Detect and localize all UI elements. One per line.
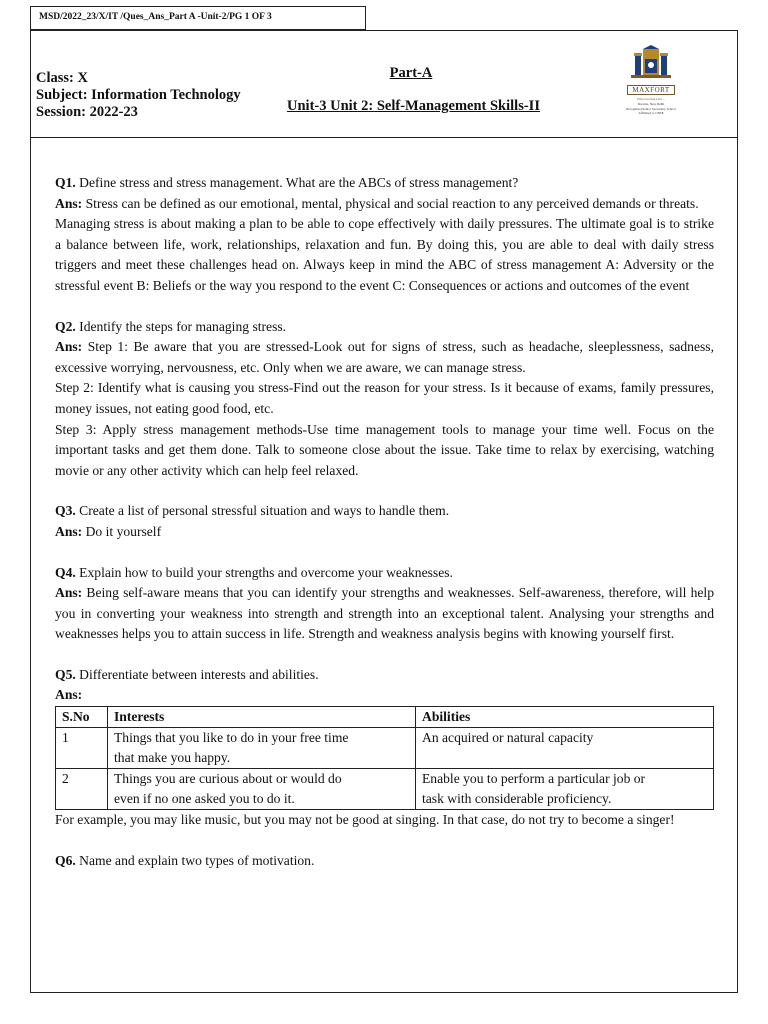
q2-question: Q2. Identify the steps for managing stress. <box>55 318 287 334</box>
q2-answer: Ans: Step 1: Be aware that you are stressed-Look out for signs of stress, such as headache, sleeplessness, sadness, excessive worrying, nervousness, etc. Only when we are aware, we can manage stress. <box>55 339 714 375</box>
q3-label: Q3. <box>55 503 76 519</box>
table-header-abilities: Abilities <box>416 707 714 728</box>
subject-line: Subject: Information Technology <box>36 87 241 103</box>
table-cell-ability: Enable you to perform a particular job or task with considerable proficiency. <box>416 769 714 810</box>
logo-tagline: Empowering Life... <box>637 97 665 101</box>
table-cell-ability: An acquired or natural capacity <box>416 728 714 769</box>
table-row <box>56 728 714 769</box>
class-line: Class: X <box>36 70 88 86</box>
q2-step3: Step 3: Apply stress management methods-Use time management tools to manage your time well. Focus on the important tasks and get them done. Talk to someone close about the issue. Take time to relax by exercising, watching movie or any other activity which can help feel relaxed. <box>55 421 714 478</box>
logo-name: MAXFORT <box>627 85 674 95</box>
q2-ans-label: Ans: <box>55 339 83 355</box>
logo-school-type: Recognised Senior Secondary School <box>626 106 676 111</box>
q3-answer: Ans: Do it yourself <box>55 523 162 539</box>
unit-title: Unit-3 Unit 2: Self-Management Skills-II <box>287 98 540 114</box>
table-cell-interest: Things you are curious about or would do even if no one asked you to do it. <box>108 769 416 810</box>
q4-answer: Ans: Being self-aware means that you can identify your strengths and weaknesses. Self-awareness, therefore, will help you in converting your weakness into strength and strength into an exceptional talent. Analysing your strengths and weaknesses helps you to attain success in life. Strength and weakness analysis begins with knowing yourself first. <box>55 585 714 642</box>
q1-label: Q1. <box>55 175 76 190</box>
q3-question: Q3. Create a list of personal stressful situation and ways to handle them. <box>55 503 450 519</box>
table-header-row <box>56 707 714 728</box>
table-header-interests: Interests <box>108 707 416 728</box>
castle-crest-icon <box>631 45 671 79</box>
q3-ans-label: Ans: <box>55 523 83 539</box>
q5-ans-label: Ans: <box>55 687 83 703</box>
q1-question: Q1. Define stress and stress management. What are the ABCs of stress management? <box>55 175 519 190</box>
q5-example: For example, you may like music, but you may not be good at singing. In that case, do not try to become a singer! <box>55 812 675 828</box>
table-header-sno: S.No <box>56 707 108 728</box>
q4-question: Q4. Explain how to build your strengths and overcome your weaknesses. <box>55 564 453 580</box>
table-cell-sno: 2 <box>56 769 108 810</box>
questions-content <box>55 173 714 871</box>
logo-affiliation: Affiliated to CBSE <box>638 111 664 115</box>
part-title: Part-A <box>389 65 433 81</box>
table-cell-sno: 1 <box>56 728 108 769</box>
q6-question: Q6. Name and explain two types of motivation. <box>55 852 315 868</box>
q4-ans-label: Ans: <box>55 585 83 601</box>
q6-label: Q6. <box>55 852 76 868</box>
document-reference: MSD/2022_23/X/IT /Ques_Ans_Part A -Unit-2/PG 1 OF 3 <box>30 6 366 30</box>
q1-ans-label: Ans: <box>55 195 83 211</box>
q4-label: Q4. <box>55 564 76 580</box>
header-divider <box>31 137 737 138</box>
class-info <box>36 70 241 121</box>
q5-question: Q5. Differentiate between interests and abilities. <box>55 666 319 682</box>
q2-step2: Step 2: Identify what is causing you stress-Find out the reason for your stress. Is it because of exams, family pressures, money issues, not eating good food, etc. <box>55 380 714 416</box>
table-row <box>56 769 714 810</box>
q5-answer <box>55 685 714 706</box>
q2-label: Q2. <box>55 318 76 334</box>
session-line: Session: 2022-23 <box>36 104 138 120</box>
interests-abilities-table <box>55 706 714 810</box>
q1-answer: Ans: Stress can be defined as our emotional, mental, physical and social reaction to any perceived demands or threats. <box>55 195 699 211</box>
school-logo <box>611 45 691 131</box>
table-cell-interest: Things that you like to do in your free time that make you happy. <box>108 728 416 769</box>
q1-answer-para: Managing stress is about making a plan to be able to cope effectively with daily pressures. The ultimate goal is to strike a balance between life, work, relationships, relaxation and fun. By doing this, you are able to deal with daily stress triggers and meet these challenges head on. Always keep in mind the ABC of stress management A: Adversity or the stressful event B: Beliefs or the way you respond to the event C: Consequences or actions and outcomes of the event <box>55 216 714 293</box>
q5-label: Q5. <box>55 666 76 682</box>
logo-location: Dwarka, New Delhi <box>637 102 665 106</box>
